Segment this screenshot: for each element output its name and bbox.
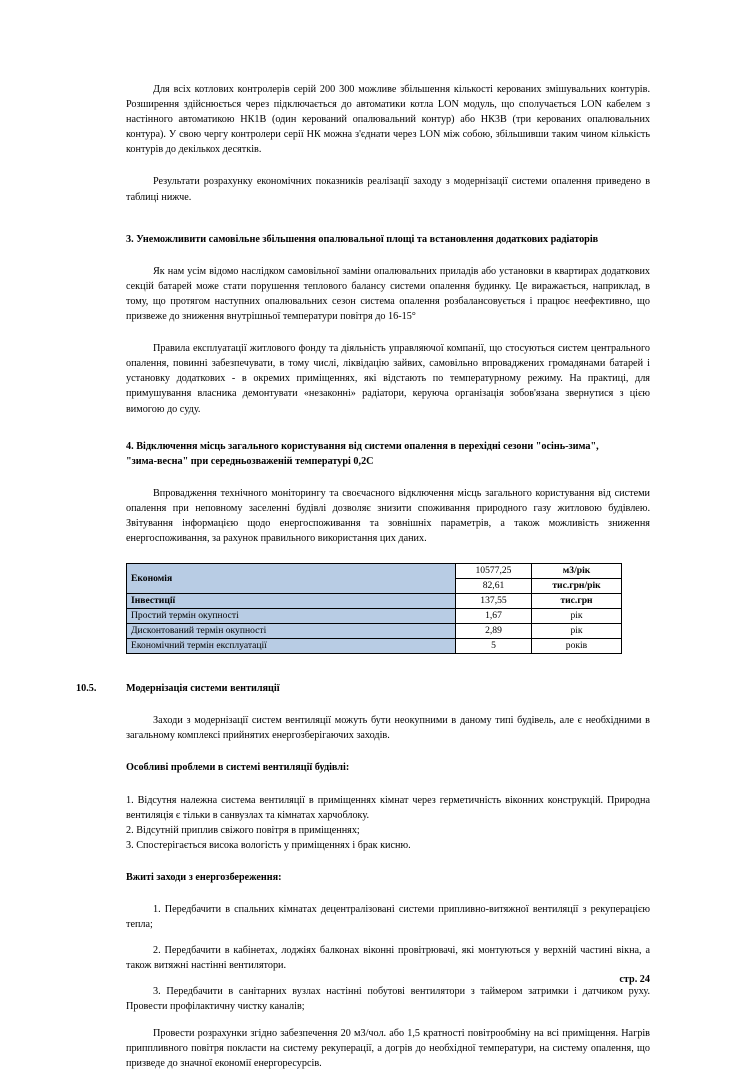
section-number: 10.5. [76,683,97,695]
spacer [126,546,650,563]
paragraph-economic-results: Результати розрахунку економічних показників реалізації заходу з модернізації системи опалення приведено в таблиці нижче. [126,176,650,203]
measure-item-3: 3. Передбачити в санітарних вузлах настінні побутові вентилятори з таймером затримки і датчиком руху. Провести профілактичну чистку каналів; [126,986,650,1013]
table-cell-value: 82,61 [456,579,532,594]
table-row [127,594,622,609]
section-title: Модернізація системи вентиляції [126,683,280,695]
spacer [126,932,650,943]
heading-section-10-5 [76,681,650,696]
spacer [126,157,650,174]
paragraph-ventilation-measures: Заходи з модернізації систем вентиляції можуть бути неокупними в даному типі будівель, але є необхідними в загальному комплексі прийнятих енергозберігаючих заходів. [126,715,650,742]
heading-energy-saving-measures: Вжиті заходи з енергозбереження: [126,871,282,883]
spacer [126,417,650,439]
table-row [127,624,622,639]
heading-ventilation-problems: Особливі проблеми в системі вентиляції будівлі: [126,762,350,774]
table-row [127,564,622,579]
spacer [126,205,650,232]
table-cell-unit: років [532,639,622,654]
table-cell-value: 5 [456,639,532,654]
page-number-footer: стр. 24 [619,974,650,985]
list-item: 3. Спостерігається висока вологість у приміщеннях і брак кисню. [126,839,411,851]
heading-section-4 [126,439,650,469]
measure-item-1: 1. Передбачити в спальних кімнатах децентралізовані системи припливно-витяжної вентиляції з рекуперацією тепла; [126,904,650,931]
table-cell-value: 137,55 [456,594,532,609]
list-item: 2. Відсутній приплив свіжого повітря в приміщеннях; [126,824,360,836]
spacer [126,776,650,793]
table-cell-label: Простий термін окупності [127,609,456,624]
paragraph-air-exchange-calc: Провести розрахунки згідно забезпечення 20 м3/чол. або 1,5 кратності повітрообміну на всі приміщення. Нагрів приппливного повітря покласти на систему рекуперації, а догрів до необхідної температури, на систему опалення, що призведе до значної економії енергоресурсів. [126,1027,650,1069]
table-cell-label: Дисконтований термін окупності [127,624,456,639]
spacer [126,324,650,341]
table-cell-label: Інвестиції [127,594,456,609]
table-cell-value: 10577,25 [456,564,532,579]
economic-indicators-table [126,563,622,654]
spacer [126,247,650,264]
paragraph-technical-monitoring: Впровадження технічного моніторингу та своєчасного відключення місць загального користування від системи опалення при неповному заселенні будівлі дозволяє знизити споживання природного газу житловою будівлею. Звітування інформацією щодо енергоспоживання та зовнішніх параметрів, а також можливість зниження енергоспоживання, за рахунок правильного використання цих даних. [126,487,650,545]
spacer [126,1015,650,1026]
spacer [126,743,650,760]
table-cell-value: 1,67 [456,609,532,624]
spacer [126,654,650,681]
heading-section-4-line2: "зима-весна" при середньозваженій температурі 0,2С [126,455,374,467]
paragraph-radiator-consequences: Як нам усім відомо наслідком самовільної заміни опалювальних приладів або установки в квартирах додаткових секцій батарей може стати порушення теплового балансу системи опалення будинку. Це виражається, наприклад, в тому, що протягом наступних опалювальних сезон система опалення розбалансовується і працює неефективно, що призвеже до зниження внутрішньої температури повітря до 16-15° [126,265,650,323]
paragraph-boiler-controllers: Для всіх котлових контролерів серій 200 300 можливе збільшення кількості керованих змішувальних контурів. Розширення здійснюється через підключається до автоматики котла LON модуль, що сполучається LON кабелем з настінного автоматикою НК1В (один керований опалювальний контур) або НК3В (три керованих опалювальних контура). У свою чергу контролери серії НК можна з'єднати через LON між собою, збільшивши таким чином кількість контурів до декількох десятків. [126,84,650,156]
spacer [126,885,650,902]
table-cell-unit: рік [532,624,622,639]
spacer [126,973,650,984]
paragraph-housing-rules: Правила експлуатації житлового фонду та діяльність управляючої компанії, що стосуються систем центрального опалення, повинні забезпечувати, в тому числі, ліквідацію зайвих, самовільно впроваджених громадянами батарей і установку додаткових - в окремих приміщеннях, які відстають по температурному режиму. На практиці, для примушування власника демонтувати «незаконні» радіатори, керуюча організація зобов'язана звернутися з цією вимогою до суду. [126,343,650,415]
heading-section-4-line1: 4. Відключення місць загального користування від системи опалення в перехідні сезони "осінь-зима", [126,440,599,452]
measure-item-2: 2. Передбачити в кабінетах, лоджіях балконах віконні провітрювачі, які монтуються у верхній частині вікна, а також витяжні настінні вентилятори. [126,945,650,972]
table-row [127,639,622,654]
table-cell-label: Економія [127,564,456,594]
ventilation-problems-list [126,793,650,853]
table-row [127,609,622,624]
list-item: 1. Відсутня належна система вентиляції в приміщеннях кімнат через герметичність віконних конструкцій. Природна вентиляція є тільки в санвузлах та кімнатах харчоблоку. [126,794,650,821]
spacer [126,853,650,870]
heading-section-3: 3. Унеможливити самовільне збільшення опалювальної площі та встановлення додаткових радіаторів [126,233,599,245]
spacer [126,696,650,713]
table-cell-unit: м3/рік [532,564,622,579]
table-cell-unit: рік [532,609,622,624]
spacer [126,469,650,486]
table-cell-value: 2,89 [456,624,532,639]
table-cell-label: Економічний термін експлуатації [127,639,456,654]
table-cell-unit: тис.грн [532,594,622,609]
table-cell-unit: тис.грн/рік [532,579,622,594]
